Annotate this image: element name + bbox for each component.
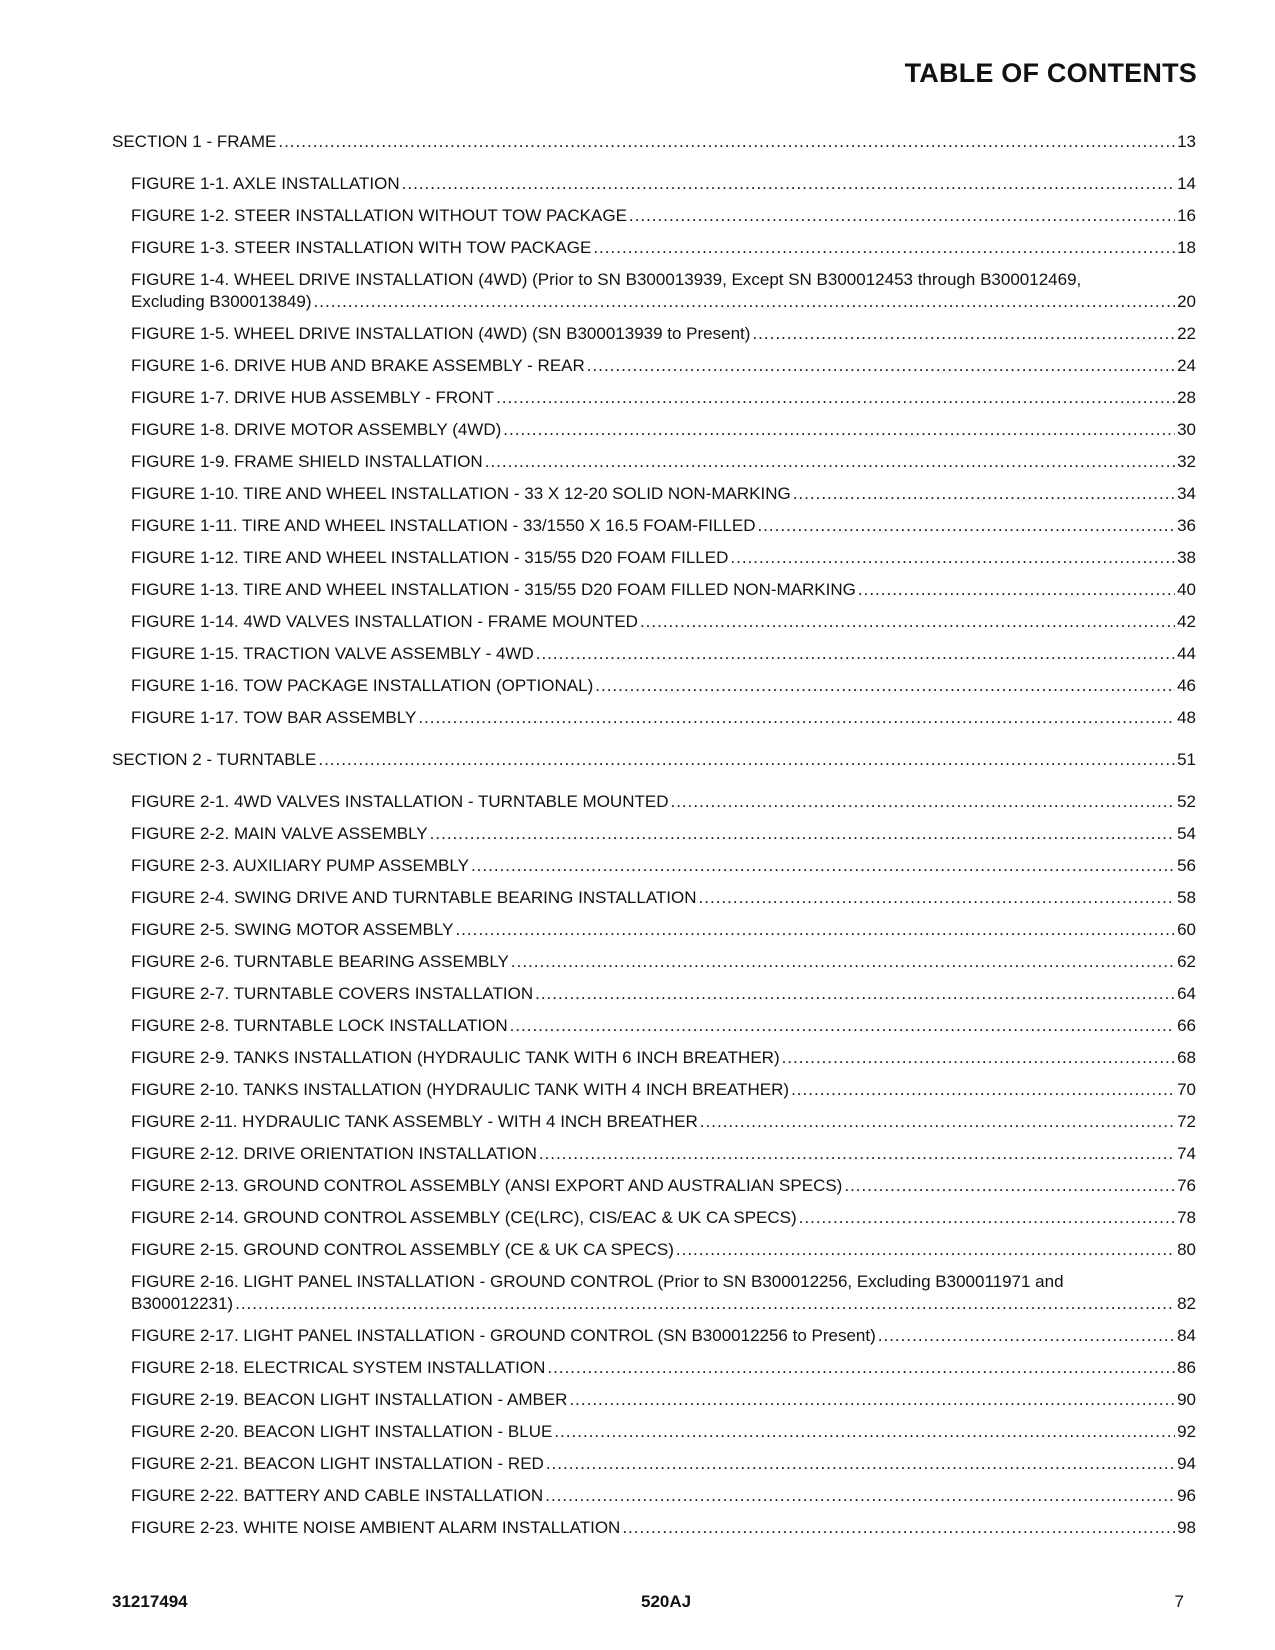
toc-entry-line xyxy=(131,173,1196,195)
toc-page-number: 36 xyxy=(1177,516,1196,535)
toc-entry-title: FIGURE 2-18. ELECTRICAL SYSTEM INSTALLATION xyxy=(131,1358,546,1377)
toc-figure-entry[interactable] xyxy=(112,269,1196,313)
toc-entry-title: FIGURE 1-16. TOW PACKAGE INSTALLATION (OPTIONAL) xyxy=(131,676,594,695)
toc-page-number: 42 xyxy=(1177,612,1196,631)
dot-leader xyxy=(318,749,1175,771)
toc-entry-line xyxy=(131,1293,1196,1315)
footer-document-number: 31217494 xyxy=(112,1592,188,1611)
toc-entry-title: FIGURE 1-6. DRIVE HUB AND BRAKE ASSEMBLY - REAR xyxy=(131,356,585,375)
toc-figure-entry[interactable] xyxy=(112,951,1196,973)
toc-entry-line xyxy=(131,983,1196,1005)
toc-page-number: 52 xyxy=(1177,792,1196,811)
toc-page-number: 98 xyxy=(1177,1518,1196,1537)
toc-entry-line xyxy=(131,643,1196,665)
toc-entry-line xyxy=(131,547,1196,569)
dot-leader xyxy=(670,791,1175,813)
toc-entry-line xyxy=(131,855,1196,877)
toc-page-number: 86 xyxy=(1177,1358,1196,1377)
dot-leader xyxy=(402,173,1175,195)
dot-leader xyxy=(791,1079,1175,1101)
toc-entry-line xyxy=(131,1047,1196,1069)
dot-leader xyxy=(235,1293,1175,1315)
toc-figure-entry[interactable] xyxy=(112,983,1196,1005)
toc-entry-line xyxy=(131,1389,1196,1411)
toc-entry-line xyxy=(131,451,1196,473)
toc-entry-line xyxy=(112,749,1196,771)
toc-figure-entry[interactable] xyxy=(112,1079,1196,1101)
toc-figure-entry[interactable] xyxy=(112,1485,1196,1507)
toc-figure-entry[interactable] xyxy=(112,1453,1196,1475)
toc-page-number: 84 xyxy=(1177,1326,1196,1345)
toc-figure-entry[interactable] xyxy=(112,791,1196,813)
toc-entry-line xyxy=(131,355,1196,377)
toc-entry-line xyxy=(131,1015,1196,1037)
dot-leader xyxy=(878,1325,1175,1347)
toc-entry-title: FIGURE 1-11. TIRE AND WHEEL INSTALLATION - 33/1550 X 16.5 FOAM-FILLED xyxy=(131,516,756,535)
toc-entry-title: FIGURE 2-21. BEACON LIGHT INSTALLATION - RED xyxy=(131,1454,544,1473)
toc-page-number: 56 xyxy=(1177,856,1196,875)
toc-entry-title: SECTION 2 - TURNTABLE xyxy=(112,750,317,769)
dot-leader xyxy=(799,1207,1175,1229)
toc-entry-line xyxy=(131,919,1196,941)
dot-leader xyxy=(510,1015,1175,1037)
toc-entry-title: FIGURE 1-10. TIRE AND WHEEL INSTALLATION - 33 X 12-20 SOLID NON-MARKING xyxy=(131,484,791,503)
toc-figure-entry[interactable] xyxy=(112,547,1196,569)
toc-entry-title: FIGURE 1-17. TOW BAR ASSEMBLY xyxy=(131,708,417,727)
toc-entry-title: FIGURE 1-12. TIRE AND WHEEL INSTALLATION - 315/55 D20 FOAM FILLED xyxy=(131,548,729,567)
toc-entry-line xyxy=(131,1421,1196,1443)
toc-page-number: 38 xyxy=(1177,548,1196,567)
toc-figure-entry[interactable] xyxy=(112,173,1196,195)
dot-leader xyxy=(503,419,1175,441)
toc-figure-entry[interactable] xyxy=(112,451,1196,473)
toc-entry-title: FIGURE 1-1. AXLE INSTALLATION xyxy=(131,174,400,193)
toc-figure-entry[interactable] xyxy=(112,1357,1196,1379)
toc-section-entry[interactable] xyxy=(112,131,1196,153)
toc-entry-title: FIGURE 2-6. TURNTABLE BEARING ASSEMBLY xyxy=(131,952,509,971)
toc-figure-entry[interactable] xyxy=(112,643,1196,665)
toc-entry-line xyxy=(131,823,1196,845)
toc-page-number: 76 xyxy=(1177,1176,1196,1195)
toc-entry-title: FIGURE 2-10. TANKS INSTALLATION (HYDRAULIC TANK WITH 4 INCH BREATHER) xyxy=(131,1080,790,1099)
toc-entry-title: FIGURE 2-17. LIGHT PANEL INSTALLATION - GROUND CONTROL (SN B300012256 to Present) xyxy=(131,1326,876,1345)
toc-entry-line xyxy=(131,611,1196,633)
dot-leader xyxy=(547,1357,1175,1379)
toc-entry-line xyxy=(131,1239,1196,1261)
toc-figure-entry[interactable] xyxy=(112,355,1196,377)
toc-entry-line xyxy=(131,1453,1196,1475)
toc-page-number: 70 xyxy=(1177,1080,1196,1099)
toc-entry-line xyxy=(131,675,1196,697)
toc-page-number: 44 xyxy=(1177,644,1196,663)
dot-leader xyxy=(858,579,1175,601)
toc-entry-line xyxy=(131,323,1196,345)
dot-leader xyxy=(793,483,1175,505)
toc-figure-entry[interactable] xyxy=(112,419,1196,441)
toc-figure-entry[interactable] xyxy=(112,1421,1196,1443)
dot-leader xyxy=(455,919,1175,941)
dot-leader xyxy=(430,823,1175,845)
toc-page-number: 28 xyxy=(1177,388,1196,407)
toc-figure-entry[interactable] xyxy=(112,919,1196,941)
toc-entry-title: B300012231) xyxy=(131,1294,234,1313)
dot-leader xyxy=(844,1175,1175,1197)
toc-page-number: 20 xyxy=(1177,292,1196,311)
toc-figure-entry[interactable] xyxy=(112,707,1196,729)
toc-entry-line xyxy=(131,1175,1196,1197)
toc-entry-line xyxy=(131,1207,1196,1229)
toc-figure-entry[interactable] xyxy=(112,1207,1196,1229)
toc-entry-line xyxy=(131,387,1196,409)
toc-figure-entry[interactable] xyxy=(112,611,1196,633)
toc-entry-title: FIGURE 1-3. STEER INSTALLATION WITH TOW PACKAGE xyxy=(131,238,592,257)
dot-leader xyxy=(629,205,1175,227)
dot-leader xyxy=(569,1389,1175,1411)
dot-leader xyxy=(278,131,1175,153)
toc-entry-title: FIGURE 2-15. GROUND CONTROL ASSEMBLY (CE & UK CA SPECS) xyxy=(131,1240,674,1259)
toc-entry-title-line: FIGURE 2-16. LIGHT PANEL INSTALLATION ‑ GROUND CONTROL (Prior to SN B300012256, Excluding B300011971 and xyxy=(131,1272,1064,1291)
dot-leader xyxy=(622,1517,1175,1539)
dot-leader xyxy=(471,855,1175,877)
toc-figure-entry[interactable] xyxy=(112,1015,1196,1037)
toc-figure-entry[interactable] xyxy=(112,1389,1196,1411)
toc-entry-line xyxy=(131,887,1196,909)
footer-page-number: 7 xyxy=(1174,1592,1184,1611)
dot-leader xyxy=(536,643,1175,665)
toc-page-number: 16 xyxy=(1177,206,1196,225)
toc-page-number: 34 xyxy=(1177,484,1196,503)
toc-page-number: 48 xyxy=(1177,708,1196,727)
toc-entry-title: FIGURE 2-9. TANKS INSTALLATION (HYDRAULIC TANK WITH 6 INCH BREATHER) xyxy=(131,1048,780,1067)
toc-entry-title: FIGURE 2-3. AUXILIARY PUMP ASSEMBLY xyxy=(131,856,469,875)
toc-entry-title: FIGURE 2-23. WHITE NOISE AMBIENT ALARM INSTALLATION xyxy=(131,1518,621,1537)
toc-page-number: 14 xyxy=(1177,174,1196,193)
toc-figure-entry[interactable] xyxy=(112,1271,1196,1315)
toc-page-number: 80 xyxy=(1177,1240,1196,1259)
toc-entry-title: FIGURE 2-4. SWING DRIVE AND TURNTABLE BEARING INSTALLATION xyxy=(131,888,697,907)
toc-entry-title: FIGURE 1-15. TRACTION VALVE ASSEMBLY - 4WD xyxy=(131,644,534,663)
toc-page-number: 92 xyxy=(1177,1422,1196,1441)
toc-figure-entry[interactable] xyxy=(112,887,1196,909)
toc-entry-title: FIGURE 2-1. 4WD VALVES INSTALLATION - TURNTABLE MOUNTED xyxy=(131,792,669,811)
toc-entry-title: FIGURE 1-7. DRIVE HUB ASSEMBLY - FRONT xyxy=(131,388,495,407)
toc-entry-line xyxy=(131,1143,1196,1165)
toc-entry-title: FIGURE 2-2. MAIN VALVE ASSEMBLY xyxy=(131,824,428,843)
toc-entry-line xyxy=(131,791,1196,813)
toc-entry-line xyxy=(131,579,1196,601)
toc-entry-title: FIGURE 1-9. FRAME SHIELD INSTALLATION xyxy=(131,452,483,471)
toc-figure-entry[interactable] xyxy=(112,675,1196,697)
dot-leader xyxy=(593,237,1175,259)
toc-page-number: 54 xyxy=(1177,824,1196,843)
toc-page-number: 51 xyxy=(1177,750,1196,769)
toc-page-number: 58 xyxy=(1177,888,1196,907)
toc-entry-line xyxy=(131,483,1196,505)
dot-leader xyxy=(496,387,1175,409)
toc-entry-title: SECTION 1 - FRAME xyxy=(112,132,277,151)
toc-page-number: 64 xyxy=(1177,984,1196,1003)
toc-entry-title: FIGURE 2-19. BEACON LIGHT INSTALLATION - AMBER xyxy=(131,1390,568,1409)
table-of-contents xyxy=(112,131,1196,1539)
toc-entry-line xyxy=(131,951,1196,973)
footer-model: 520AJ xyxy=(641,1592,692,1611)
dot-leader xyxy=(535,983,1175,1005)
toc-figure-entry[interactable] xyxy=(112,387,1196,409)
toc-page-number: 74 xyxy=(1177,1144,1196,1163)
toc-entry-title-line: FIGURE 1-4. WHEEL DRIVE INSTALLATION (4WD) (Prior to SN B300013939, Except SN B300012453 through B300012469, xyxy=(131,270,1082,289)
toc-figure-entry[interactable] xyxy=(112,579,1196,601)
toc-figure-entry[interactable] xyxy=(112,1239,1196,1261)
dot-leader xyxy=(676,1239,1175,1261)
toc-figure-entry[interactable] xyxy=(112,1143,1196,1165)
toc-figure-entry[interactable] xyxy=(112,205,1196,227)
dot-leader xyxy=(539,1143,1175,1165)
toc-entry-line xyxy=(131,1079,1196,1101)
toc-entry-line xyxy=(131,515,1196,537)
toc-page-number: 40 xyxy=(1177,580,1196,599)
dot-leader xyxy=(640,611,1175,633)
toc-page-number: 96 xyxy=(1177,1486,1196,1505)
toc-entry-title: FIGURE 2-12. DRIVE ORIENTATION INSTALLATION xyxy=(131,1144,537,1163)
toc-entry-title: Excluding B300013849) xyxy=(131,292,312,311)
toc-figure-entry[interactable] xyxy=(112,1175,1196,1197)
dot-leader xyxy=(545,1485,1175,1507)
toc-figure-entry[interactable] xyxy=(112,323,1196,345)
dot-leader xyxy=(699,887,1176,909)
toc-page-number: 82 xyxy=(1177,1294,1196,1313)
toc-figure-entry[interactable] xyxy=(112,855,1196,877)
toc-entry-title: FIGURE 2-22. BATTERY AND CABLE INSTALLATION xyxy=(131,1486,544,1505)
toc-page-number: 30 xyxy=(1177,420,1196,439)
toc-entry-line xyxy=(131,237,1196,259)
page-title: TABLE OF CONTENTS xyxy=(904,58,1197,88)
toc-entry-line xyxy=(131,1325,1196,1347)
toc-page-number: 62 xyxy=(1177,952,1196,971)
toc-entry-line xyxy=(131,205,1196,227)
toc-entry-title: FIGURE 1-5. WHEEL DRIVE INSTALLATION (4WD) (SN B300013939 to Present) xyxy=(131,324,751,343)
toc-entry-line xyxy=(131,707,1196,729)
dot-leader xyxy=(757,515,1175,537)
toc-entry-line xyxy=(131,1517,1196,1539)
toc-entry-title: FIGURE 2-11. HYDRAULIC TANK ASSEMBLY - WITH 4 INCH BREATHER xyxy=(131,1112,698,1131)
toc-page-number: 18 xyxy=(1177,238,1196,257)
toc-entry-title: FIGURE 1-13. TIRE AND WHEEL INSTALLATION - 315/55 D20 FOAM FILLED NON-MARKING xyxy=(131,580,856,599)
toc-page-number: 32 xyxy=(1177,452,1196,471)
toc-entry-line xyxy=(131,419,1196,441)
toc-figure-entry[interactable] xyxy=(112,237,1196,259)
toc-page-number: 90 xyxy=(1177,1390,1196,1409)
toc-page-number: 66 xyxy=(1177,1016,1196,1035)
toc-entry-title: FIGURE 2-5. SWING MOTOR ASSEMBLY xyxy=(131,920,454,939)
toc-entry-title: FIGURE 2-8. TURNTABLE LOCK INSTALLATION xyxy=(131,1016,508,1035)
dot-leader xyxy=(314,291,1176,313)
dot-leader xyxy=(511,951,1175,973)
toc-figure-entry[interactable] xyxy=(112,823,1196,845)
toc-page-number: 94 xyxy=(1177,1454,1196,1473)
toc-page-number: 60 xyxy=(1177,920,1196,939)
toc-entry-title: FIGURE 2-20. BEACON LIGHT INSTALLATION - BLUE xyxy=(131,1422,553,1441)
dot-leader xyxy=(700,1111,1175,1133)
toc-figure-entry[interactable] xyxy=(112,1325,1196,1347)
toc-figure-entry[interactable] xyxy=(112,1111,1196,1133)
toc-page-number: 13 xyxy=(1177,132,1196,151)
toc-figure-entry[interactable] xyxy=(112,483,1196,505)
dot-leader xyxy=(546,1453,1175,1475)
toc-entry-title: FIGURE 1-14. 4WD VALVES INSTALLATION - FRAME MOUNTED xyxy=(131,612,638,631)
toc-entry-title: FIGURE 2-7. TURNTABLE COVERS INSTALLATION xyxy=(131,984,534,1003)
dot-leader xyxy=(782,1047,1175,1069)
dot-leader xyxy=(595,675,1175,697)
dot-leader xyxy=(587,355,1175,377)
toc-entry-line xyxy=(131,1485,1196,1507)
toc-entry-line xyxy=(131,1357,1196,1379)
toc-page-number: 68 xyxy=(1177,1048,1196,1067)
toc-page-number: 78 xyxy=(1177,1208,1196,1227)
dot-leader xyxy=(752,323,1175,345)
toc-entry-line xyxy=(112,131,1196,153)
dot-leader xyxy=(485,451,1175,473)
toc-page-number: 46 xyxy=(1177,676,1196,695)
toc-section-entry[interactable] xyxy=(112,749,1196,771)
toc-figure-entry[interactable] xyxy=(112,515,1196,537)
toc-figure-entry[interactable] xyxy=(112,1047,1196,1069)
toc-entry-title: FIGURE 1-8. DRIVE MOTOR ASSEMBLY (4WD) xyxy=(131,420,502,439)
toc-entry-title: FIGURE 1-2. STEER INSTALLATION WITHOUT TOW PACKAGE xyxy=(131,206,627,225)
toc-page-number: 22 xyxy=(1177,324,1196,343)
toc-entry-title: FIGURE 2-13. GROUND CONTROL ASSEMBLY (ANSI EXPORT AND AUSTRALIAN SPECS) xyxy=(131,1176,843,1195)
dot-leader xyxy=(730,547,1175,569)
toc-entry-line xyxy=(131,291,1196,313)
toc-figure-entry[interactable] xyxy=(112,1517,1196,1539)
toc-page-number: 24 xyxy=(1177,356,1196,375)
toc-entry-title: FIGURE 2-14. GROUND CONTROL ASSEMBLY (CE(LRC), CIS/EAC & UK CA SPECS) xyxy=(131,1208,797,1227)
page-footer xyxy=(112,1592,1196,1616)
toc-entry-line xyxy=(131,1111,1196,1133)
dot-leader xyxy=(418,707,1175,729)
dot-leader xyxy=(554,1421,1175,1443)
toc-page-number: 72 xyxy=(1177,1112,1196,1131)
